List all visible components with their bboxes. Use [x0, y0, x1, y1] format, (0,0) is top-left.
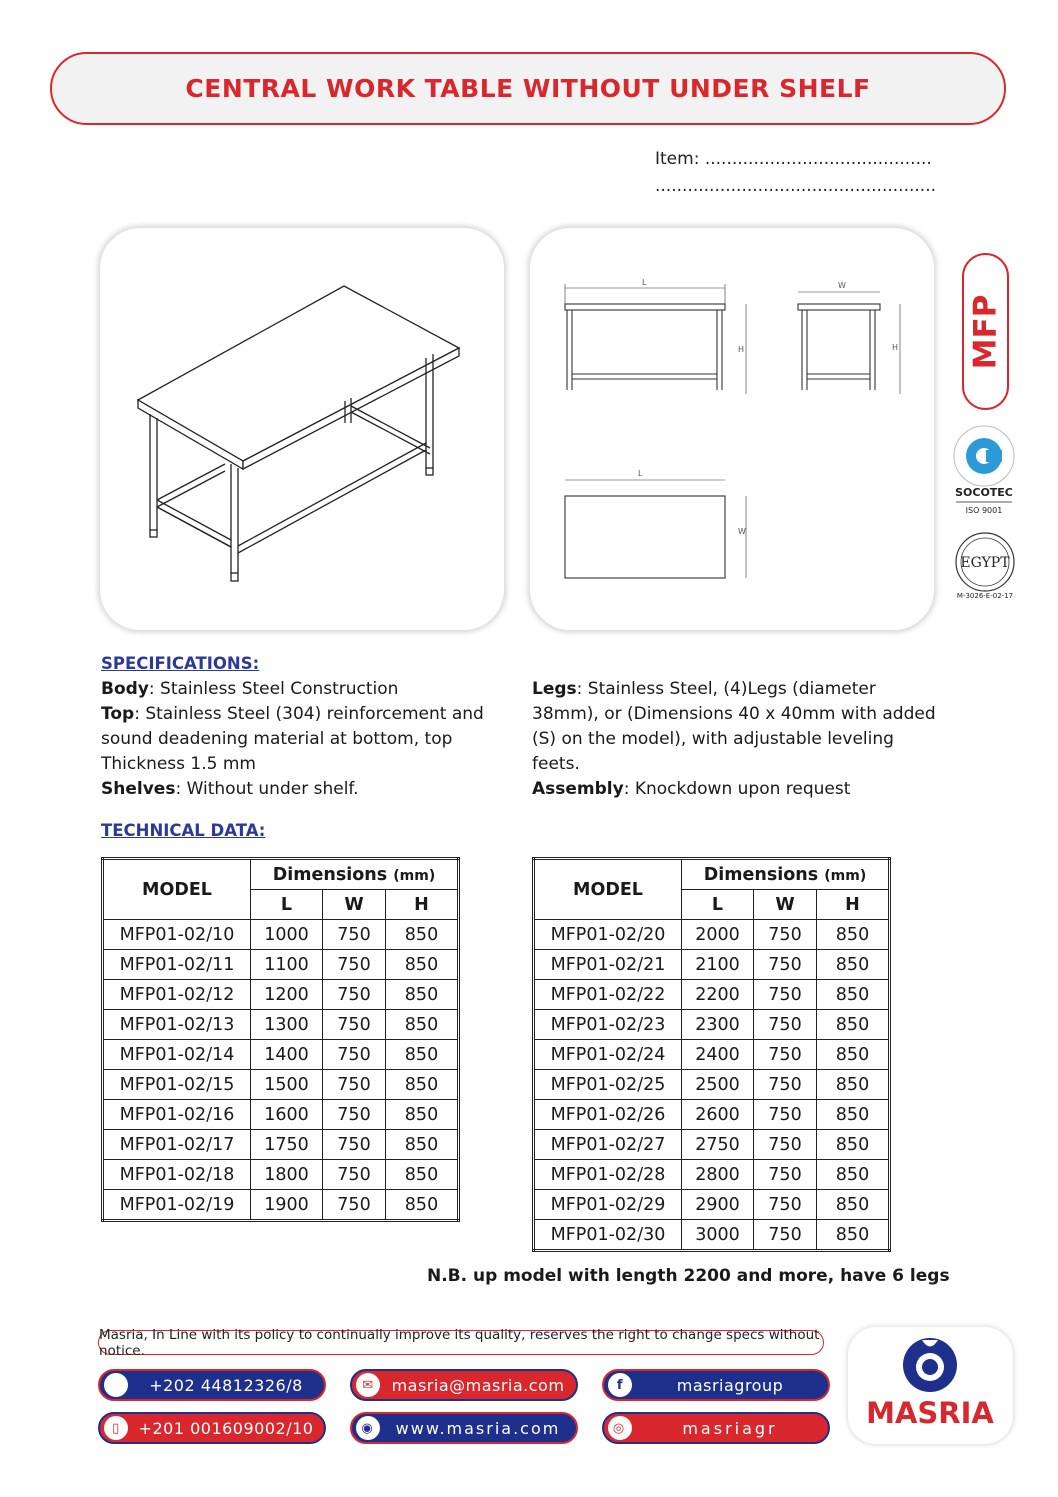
length-cell: 1000 [251, 920, 323, 950]
model-cell: MFP01-02/28 [534, 1160, 682, 1190]
length-cell: 1500 [251, 1070, 323, 1100]
table-row [534, 1130, 890, 1160]
length-cell: 2300 [682, 1010, 754, 1040]
length-cell: 1750 [251, 1130, 323, 1160]
length-cell: 2400 [682, 1040, 754, 1070]
height-cell: 850 [817, 1130, 890, 1160]
width-cell: 750 [323, 920, 386, 950]
height-cell: 850 [817, 1070, 890, 1100]
model-cell: MFP01-02/22 [534, 980, 682, 1010]
height-cell: 850 [817, 950, 890, 980]
width-cell: 750 [754, 1130, 817, 1160]
table-row [534, 1070, 890, 1100]
globe-icon: ◉ [356, 1416, 380, 1440]
disclaimer-text: Masria, In Line with its policy to continually improve its quality, reserves the right to change specs without notice. [99, 1326, 820, 1359]
isometric-drawing-card [100, 228, 504, 630]
table-row [103, 950, 459, 980]
spec-top: Top: Stainless Steel (304) reinforcement and sound deadening material at bottom, top Thickness 1.5 mm [101, 704, 484, 774]
table-row [534, 1010, 890, 1040]
spec-assembly: Assembly: Knockdown upon request [532, 779, 851, 799]
header-w: W [754, 890, 817, 920]
dim-label-l-top: L [638, 469, 643, 478]
header-model: MODEL [103, 859, 251, 920]
facebook-link[interactable]: f masriagroup [602, 1369, 830, 1401]
height-cell: 850 [817, 1040, 890, 1070]
model-cell: MFP01-02/24 [534, 1040, 682, 1070]
specifications-right [532, 677, 947, 802]
length-cell: 1600 [251, 1100, 323, 1130]
instagram-icon: ◎ [608, 1416, 632, 1440]
width-cell: 750 [754, 980, 817, 1010]
height-cell: 850 [386, 1100, 459, 1130]
height-cell: 850 [817, 1220, 890, 1251]
header-h: H [386, 890, 459, 920]
phone-icon: ☎ [104, 1373, 128, 1397]
width-cell: 750 [323, 1100, 386, 1130]
table-row [534, 1190, 890, 1220]
model-cell: MFP01-02/26 [534, 1100, 682, 1130]
width-cell: 750 [754, 920, 817, 950]
isometric-table-drawing [100, 228, 504, 630]
dim-label-w-top: W [738, 527, 746, 536]
width-cell: 750 [323, 1130, 386, 1160]
spec-body: Body: Stainless Steel Construction [101, 679, 399, 699]
specifications-heading: SPECIFICATIONS: [101, 654, 260, 673]
model-cell: MFP01-02/20 [534, 920, 682, 950]
page-title: CENTRAL WORK TABLE WITHOUT UNDER SHELF [185, 74, 871, 103]
table-row [103, 1130, 459, 1160]
width-cell: 750 [323, 980, 386, 1010]
model-cell: MFP01-02/19 [103, 1190, 251, 1221]
dim-label-h-front: H [738, 345, 745, 354]
email-link[interactable]: ✉ masria@masria.com [350, 1369, 578, 1401]
height-cell: 850 [817, 1160, 890, 1190]
brand-name: MASRIA [866, 1396, 994, 1430]
width-cell: 750 [323, 1160, 386, 1190]
length-cell: 2800 [682, 1160, 754, 1190]
mail-icon: ✉ [356, 1373, 380, 1397]
specifications-left [101, 677, 496, 802]
socotec-label: SOCOTEC [955, 486, 1013, 499]
header-l: L [682, 890, 754, 920]
width-cell: 750 [754, 1070, 817, 1100]
length-cell: 1400 [251, 1040, 323, 1070]
spec-legs: Legs: Stainless Steel, (4)Legs (diameter 38mm), or (Dimensions 40 x 40mm with added (S) on the model), with adjustable leveling feets. [532, 679, 936, 774]
table-row [103, 1070, 459, 1100]
table-row [103, 1010, 459, 1040]
masria-logo-card [848, 1327, 1013, 1444]
height-cell: 850 [386, 1130, 459, 1160]
height-cell: 850 [386, 1160, 459, 1190]
width-cell: 750 [754, 1160, 817, 1190]
disclaimer-banner [98, 1326, 824, 1359]
length-cell: 3000 [682, 1220, 754, 1251]
height-cell: 850 [817, 1100, 890, 1130]
dim-label-w-side: W [838, 281, 846, 290]
length-cell: 1100 [251, 950, 323, 980]
website-link[interactable]: ◉ www.masria.com [350, 1412, 578, 1444]
model-cell: MFP01-02/23 [534, 1010, 682, 1040]
length-cell: 2600 [682, 1100, 754, 1130]
egypt-seal-code: M-3026-E-02-17 [956, 592, 1014, 600]
length-cell: 1200 [251, 980, 323, 1010]
table-row [103, 980, 459, 1010]
model-cell: MFP01-02/12 [103, 980, 251, 1010]
table-row [534, 980, 890, 1010]
model-cell: MFP01-02/13 [103, 1010, 251, 1040]
model-cell: MFP01-02/15 [103, 1070, 251, 1100]
table-row [534, 1040, 890, 1070]
width-cell: 750 [323, 950, 386, 980]
model-cell: MFP01-02/30 [534, 1220, 682, 1251]
dim-label-h-side: H [892, 343, 899, 352]
height-cell: 850 [817, 920, 890, 950]
item-line-1: Item: .......................................... [655, 149, 932, 169]
instagram-link[interactable]: ◎ masriagr [602, 1412, 830, 1444]
spec-shelves: Shelves: Without under shelf. [101, 779, 359, 799]
egypt-seal [948, 532, 1022, 600]
height-cell: 850 [386, 1010, 459, 1040]
length-cell: 2500 [682, 1070, 754, 1100]
height-cell: 850 [386, 980, 459, 1010]
masria-logo-icon [848, 1327, 1013, 1444]
width-cell: 750 [323, 1040, 386, 1070]
height-cell: 850 [817, 980, 890, 1010]
length-cell: 2200 [682, 980, 754, 1010]
height-cell: 850 [386, 920, 459, 950]
mobile-phone-icon: ▯ [104, 1416, 128, 1440]
height-cell: 850 [817, 1010, 890, 1040]
model-cell: MFP01-02/14 [103, 1040, 251, 1070]
width-cell: 750 [754, 1190, 817, 1220]
egypt-seal-text: EGYPT [960, 555, 1010, 571]
model-cell: MFP01-02/29 [534, 1190, 682, 1220]
phone-landline-link[interactable]: ☎ +202 44812326/8 [98, 1369, 326, 1401]
width-cell: 750 [754, 1010, 817, 1040]
header-l: L [251, 890, 323, 920]
table-row [103, 1190, 459, 1221]
width-cell: 750 [754, 950, 817, 980]
table-row [534, 950, 890, 980]
header-w: W [323, 890, 386, 920]
dimension-drawing-card [530, 228, 934, 630]
socotec-logo-icon [946, 422, 1022, 518]
header-dimensions: Dimensions (mm) [682, 859, 890, 890]
technical-data-heading: TECHNICAL DATA: [101, 821, 266, 840]
socotec-certification [946, 422, 1022, 518]
mfp-badge: MFP [962, 253, 1009, 410]
iso-label: ISO 9001 [965, 506, 1003, 515]
egypt-seal-icon [948, 532, 1022, 600]
table-row [534, 1220, 890, 1251]
phone-mobile-link[interactable]: ▯ +201 001609002/10 [98, 1412, 326, 1444]
header-dimensions: Dimensions (mm) [251, 859, 459, 890]
model-cell: MFP01-02/16 [103, 1100, 251, 1130]
model-cell: MFP01-02/17 [103, 1130, 251, 1160]
technical-table-2 [532, 857, 891, 1252]
table-row [534, 1100, 890, 1130]
model-cell: MFP01-02/10 [103, 920, 251, 950]
height-cell: 850 [386, 1190, 459, 1221]
model-cell: MFP01-02/25 [534, 1070, 682, 1100]
height-cell: 850 [386, 1040, 459, 1070]
width-cell: 750 [323, 1070, 386, 1100]
header-h: H [817, 890, 890, 920]
model-cell: MFP01-02/21 [534, 950, 682, 980]
length-cell: 2900 [682, 1190, 754, 1220]
length-cell: 2100 [682, 950, 754, 980]
height-cell: 850 [386, 950, 459, 980]
facebook-icon: f [608, 1373, 632, 1397]
width-cell: 750 [754, 1040, 817, 1070]
title-banner [50, 52, 1006, 125]
width-cell: 750 [754, 1220, 817, 1251]
table-row [534, 1160, 890, 1190]
table-row [103, 1160, 459, 1190]
length-cell: 1800 [251, 1160, 323, 1190]
model-cell: MFP01-02/18 [103, 1160, 251, 1190]
model-cell: MFP01-02/11 [103, 950, 251, 980]
width-cell: 750 [323, 1010, 386, 1040]
table-row [103, 1100, 459, 1130]
height-cell: 850 [817, 1190, 890, 1220]
table-row [103, 1040, 459, 1070]
item-line-2: .................................................... [655, 176, 936, 196]
technical-table-1 [101, 857, 460, 1222]
length-cell: 1300 [251, 1010, 323, 1040]
length-cell: 1900 [251, 1190, 323, 1221]
length-cell: 2000 [682, 920, 754, 950]
orthographic-drawing [530, 228, 934, 630]
dim-label-l-front: L [642, 278, 647, 287]
height-cell: 850 [386, 1070, 459, 1100]
six-legs-note: N.B. up model with length 2200 and more, have 6 legs [427, 1266, 950, 1286]
model-cell: MFP01-02/27 [534, 1130, 682, 1160]
width-cell: 750 [323, 1190, 386, 1221]
width-cell: 750 [754, 1100, 817, 1130]
table-row [534, 920, 890, 950]
table-row [103, 920, 459, 950]
header-model: MODEL [534, 859, 682, 920]
length-cell: 2750 [682, 1130, 754, 1160]
